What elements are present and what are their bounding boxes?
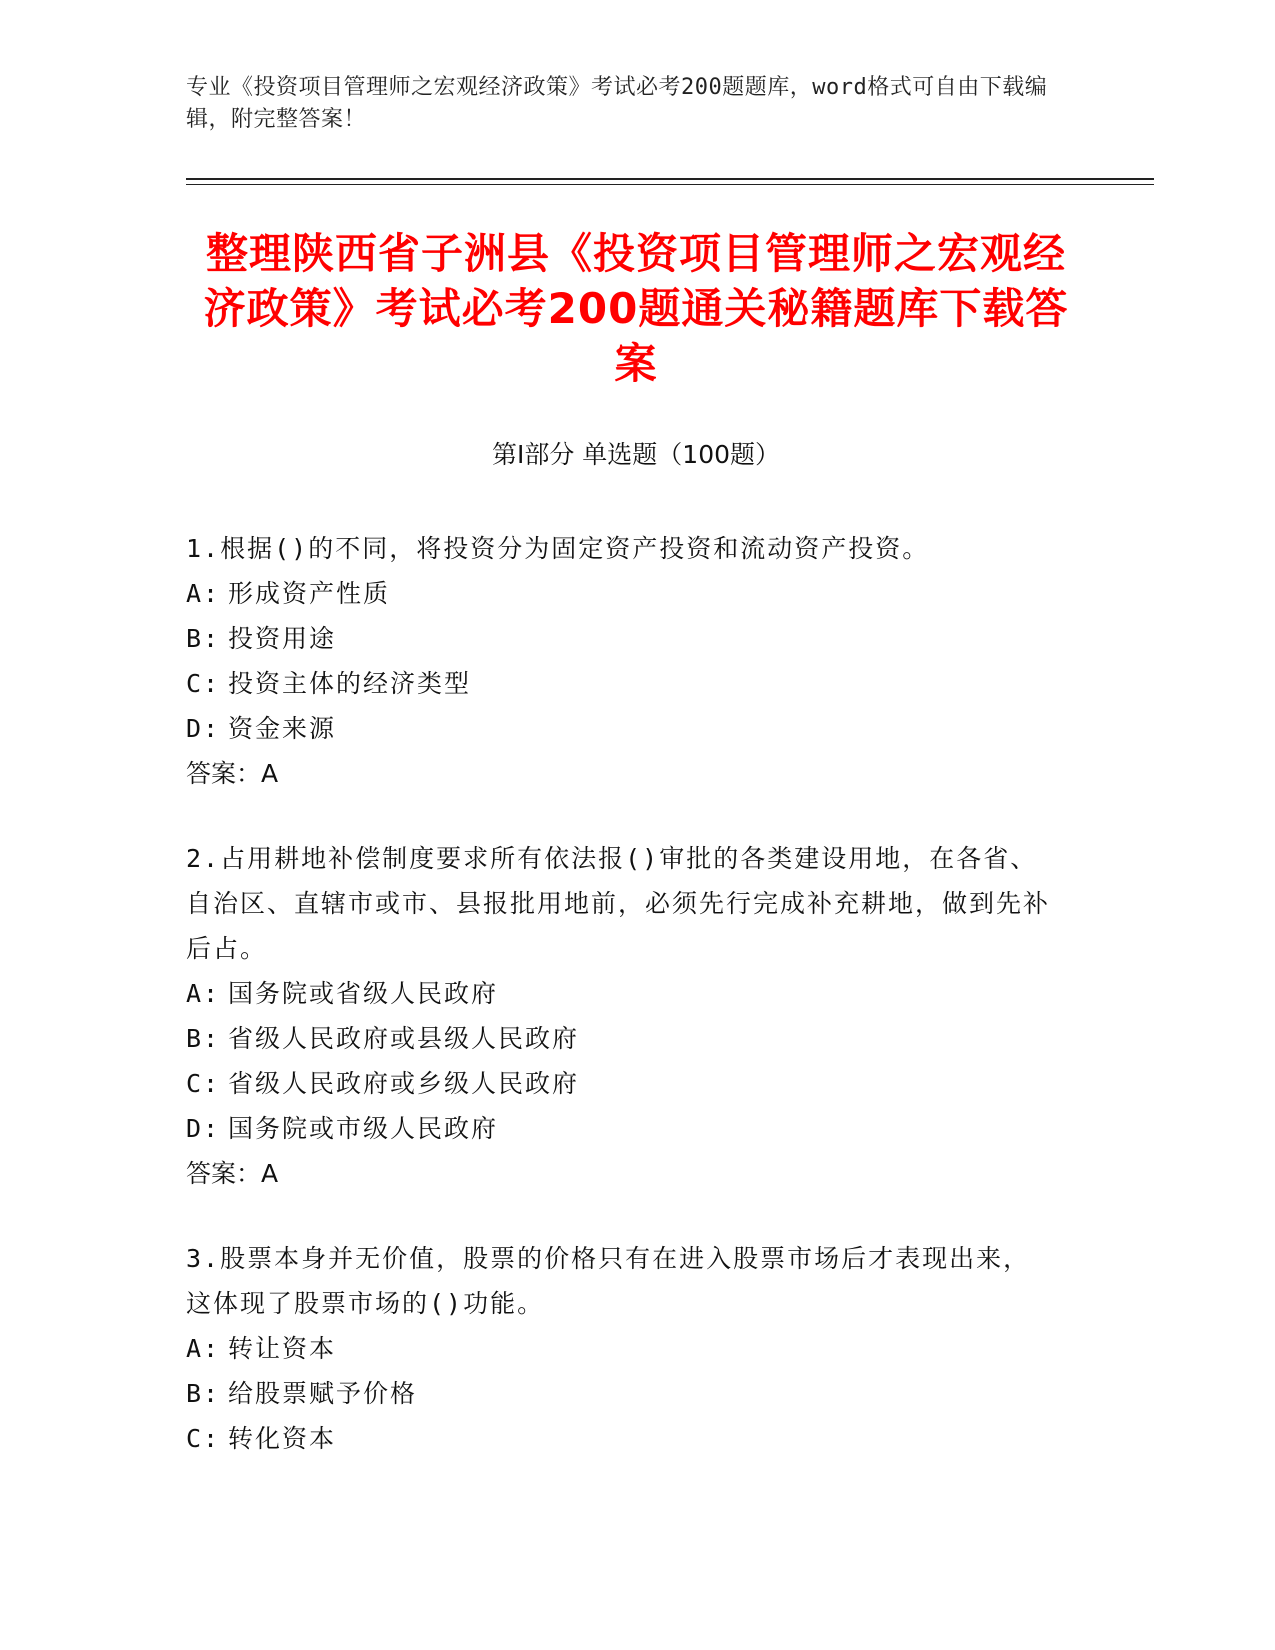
option-text: 省级人民政府或县级人民政府 xyxy=(228,1024,580,1053)
question-stem: 2.占用耕地补偿制度要求所有依法报()审批的各类建设用地，在各省、自治区、直辖市或市、县报批用地前，必须先行完成补充耕地，做到先补后占。 xyxy=(186,844,1051,963)
option-text: 资金来源 xyxy=(228,714,337,743)
option-text: 投资用途 xyxy=(228,624,337,653)
header-divider xyxy=(186,178,1154,180)
header-note: 专业《投资项目管理师之宏观经济政策》考试必考200题题库，word格式可自由下载编辑，附完整答案！ xyxy=(186,75,1048,132)
section-title: 第I部分 单选题（100题） xyxy=(491,440,781,469)
option-a xyxy=(186,571,1056,616)
option-text: 国务院或省级人民政府 xyxy=(228,979,499,1008)
option-key: B: xyxy=(186,624,221,653)
question-stem: 1.根据()的不同，将投资分为固定资产投资和流动资产投资。 xyxy=(186,534,930,563)
option-key: A: xyxy=(186,979,221,1008)
answer: 答案：A xyxy=(186,759,279,788)
option-key: D: xyxy=(186,714,221,743)
option-text: 给股票赋予价格 xyxy=(228,1379,418,1408)
question-stem: 3.股票本身并无价值，股票的价格只有在进入股票市场后才表现出来，这体现了股票市场的()功能。 xyxy=(186,1244,1031,1318)
option-c xyxy=(186,661,1056,706)
option-key: C: xyxy=(186,1069,221,1098)
option-key: A: xyxy=(186,1334,221,1363)
option-key: D: xyxy=(186,1114,221,1143)
option-key: B: xyxy=(186,1379,221,1408)
option-key: B: xyxy=(186,1024,221,1053)
option-text: 国务院或市级人民政府 xyxy=(228,1114,499,1143)
question-1 xyxy=(186,526,1056,796)
document-title: 整理陕西省子洲县《投资项目管理师之宏观经济政策》考试必考200题通关秘籍题库下载答案 xyxy=(203,229,1069,388)
option-d xyxy=(186,1106,1056,1151)
option-key: A: xyxy=(186,579,221,608)
question-list xyxy=(186,526,1056,1501)
option-key: C: xyxy=(186,1424,221,1453)
option-text: 省级人民政府或乡级人民政府 xyxy=(228,1069,580,1098)
option-d xyxy=(186,706,1056,751)
header-divider-thin xyxy=(186,184,1154,185)
answer: 答案：A xyxy=(186,1159,279,1188)
option-text: 投资主体的经济类型 xyxy=(228,669,472,698)
option-text: 形成资产性质 xyxy=(228,579,391,608)
option-text: 转化资本 xyxy=(228,1424,337,1453)
question-3 xyxy=(186,1236,1056,1461)
question-2 xyxy=(186,836,1056,1196)
option-b xyxy=(186,1371,1056,1416)
option-b xyxy=(186,616,1056,661)
option-text: 转让资本 xyxy=(228,1334,337,1363)
option-b xyxy=(186,1016,1056,1061)
option-a xyxy=(186,971,1056,1016)
option-c xyxy=(186,1061,1056,1106)
option-c xyxy=(186,1416,1056,1461)
option-a xyxy=(186,1326,1056,1371)
option-key: C: xyxy=(186,669,221,698)
